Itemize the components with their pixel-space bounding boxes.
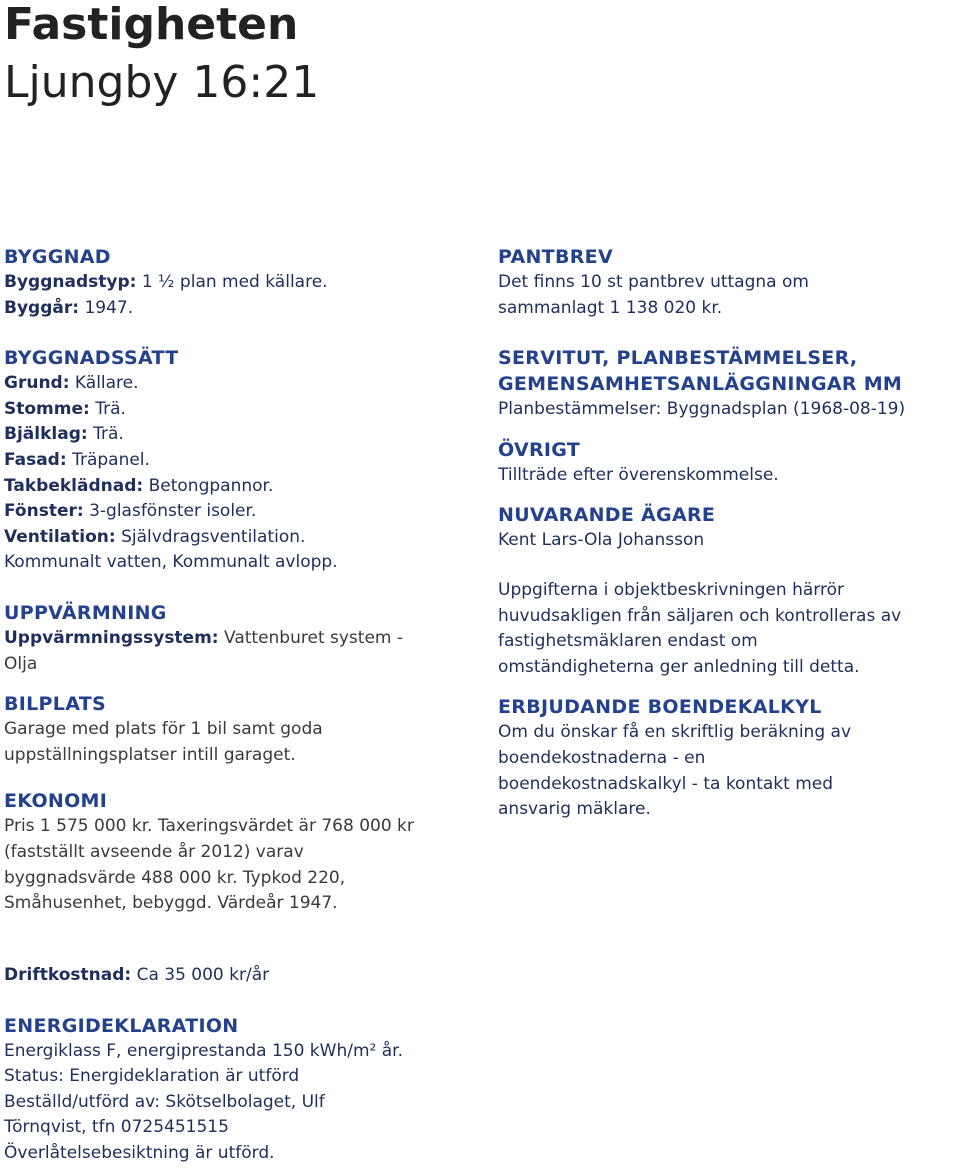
energi-line: Överlåtelsebesiktning är utförd. [4,1142,275,1163]
boendekalkyl-line: boendekostnaderna - en [498,747,706,768]
bjalklag-row [4,422,474,448]
ekonomi-line: (fastställt avseende år 2012) varav [4,841,304,862]
uppvarmning-row [4,626,474,652]
disclaimer-line: huvudsakligen från säljaren och kontrolleras av [498,605,902,626]
stomme-label: Stomme: [4,398,90,419]
section-agare [498,502,960,554]
vatten-avlopp: Kommunalt vatten, Kommunalt avlopp. [4,552,338,573]
section-disclaimer [498,578,960,680]
ventilation-label: Ventilation: [4,526,116,547]
heading-byggnad: BYGGNAD [4,246,111,268]
byggnadstyp-label: Byggnadstyp: [4,272,137,292]
section-byggnadssatt [4,345,474,576]
ekonomi-line: Småhusenhet, bebyggd. Värdeår 1947. [4,893,338,914]
heading-boendekalkyl: ERBJUDANDE BOENDEKALKYL [498,696,822,719]
grund-label: Grund: [4,373,70,394]
fasad-row [4,448,474,474]
stomme-value: Trä. [95,398,126,419]
fasad-value: Träpanel. [72,449,150,470]
pantbrev-line: Det finns 10 st pantbrev uttagna om [498,272,809,292]
heading-byggnadssatt: BYGGNADSSÄTT [4,347,179,370]
bjalklag-value: Trä. [93,424,124,445]
takbekladnad-value: Betongpannor. [148,475,274,496]
fonster-label: Fönster: [4,501,84,522]
takbekladnad-row [4,474,474,500]
heading-agare: NUVARANDE ÄGARE [498,504,716,527]
byggnadstyp-row [4,270,474,296]
ventilation-value: Självdragsventilation. [121,526,306,547]
driftkostnad-row [4,963,564,989]
heading-pantbrev: PANTBREV [498,246,613,268]
ovrigt-line: Tillträde efter överenskommelse. [498,464,779,485]
grund-row [4,371,474,397]
fonster-row [4,499,474,525]
heading-bilplats: BILPLATS [4,693,106,716]
energi-line: Törnqvist, tfn 0725451515 [4,1117,229,1138]
disclaimer-line: fastighetsmäklaren endast om [498,631,758,652]
section-ovrigt [498,437,960,489]
section-servitut [498,345,960,423]
bilplats-line: uppställningsplatser intill garaget. [4,744,296,765]
bilplats-line: Garage med plats för 1 bil samt goda [4,719,323,740]
driftkostnad-value: Ca 35 000 kr/år [136,965,270,985]
left-column [4,244,474,917]
driftkostnad-label: Driftkostnad: [4,965,132,985]
section-pantbrev [498,244,960,321]
energi-line: Energiklass F, energiprestanda 150 kWh/m² år. [4,1040,403,1061]
section-bilplats [4,691,474,768]
stomme-row [4,397,474,423]
byggar-label: Byggår: [4,297,80,318]
energi-line: Status: Energideklaration är utförd [4,1066,300,1087]
takbekladnad-label: Takbeklädnad: [4,475,144,496]
boendekalkyl-line: ansvarig mäklare. [498,799,651,820]
bjalklag-label: Bjälklag: [4,424,88,445]
section-boendekalkyl [498,694,960,822]
bottom-section [4,963,564,1167]
fonster-value: 3-glasfönster isoler. [89,501,257,522]
ekonomi-line: Pris 1 575 000 kr. Taxeringsvärdet är 768 000 kr [4,816,414,837]
boendekalkyl-line: Om du önskar få en skriftlig beräkning av [498,722,851,743]
heading-ovrigt: ÖVRIGT [498,438,581,461]
heading-servitut-cont: GEMENSAMHETSANLÄGGNINGAR MM [498,373,903,396]
heading-uppvarmning: UPPVÄRMNING [4,601,167,624]
byggnadstyp-value: 1 ½ plan med källare. [141,272,328,292]
section-ekonomi [4,788,474,916]
disclaimer-line: Uppgifterna i objektbeskrivningen härrör [498,579,844,600]
property-designation: Ljungby 16:21 [4,57,320,108]
uppvarmning-value: Vattenburet system - [224,627,404,648]
section-energideklaration [4,1013,564,1167]
boendekalkyl-line: boendekostnadskalkyl - ta kontakt med [498,773,834,794]
disclaimer-line: omständigheterna ger anledning till detta. [498,656,860,677]
byggar-value: 1947. [84,297,134,318]
right-column [498,244,960,823]
energi-line: Beställd/utförd av: Skötselbolaget, Ulf [4,1091,325,1112]
ventilation-row [4,525,474,551]
pantbrev-line: sammanlagt 1 138 020 kr. [498,297,723,318]
heading-energideklaration: ENERGIDEKLARATION [4,1014,239,1037]
grund-value: Källare. [74,373,139,394]
ekonomi-line: byggnadsvärde 488 000 kr. Typkod 220, [4,867,346,888]
heading-ekonomi: EKONOMI [4,790,108,813]
section-byggnad [4,244,474,321]
fasad-label: Fasad: [4,449,67,470]
planbestammelser-line: Planbestämmelser: Byggnadsplan (1968-08-19) [498,399,906,420]
section-uppvarmning [4,600,474,677]
uppvarmning-label: Uppvärmningssystem: [4,627,219,648]
heading-servitut: SERVITUT, PLANBESTÄMMELSER, [498,347,858,370]
page-title: Fastigheten [4,0,299,50]
uppvarmning-value-cont: Olja [4,653,38,674]
byggar-row [4,296,474,322]
agare-name: Kent Lars-Ola Johansson [498,530,705,551]
